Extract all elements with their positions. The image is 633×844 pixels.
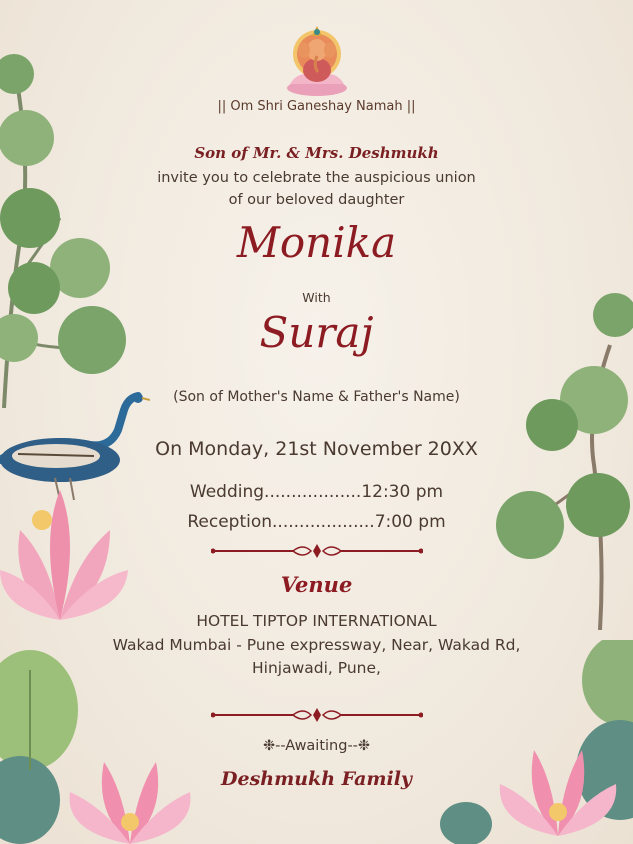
venue-address-line-2: Hinjawadi, Pune, <box>252 659 381 677</box>
invite-line-1: invite you to celebrate the auspicious union <box>157 170 476 186</box>
ganesha-icon <box>284 20 350 98</box>
groom-parents: (Son of Mother's Name & Father's Name) <box>173 389 460 405</box>
awaiting-text: ❉--Awaiting--❉ <box>262 738 371 754</box>
venue-address-line-1: Wakad Mumbai - Pune expressway, Near, Wakad Rd, <box>112 636 521 654</box>
with-text: With <box>302 290 331 305</box>
ornamental-divider-icon <box>211 541 423 561</box>
family-name: Deshmukh Family <box>221 768 412 790</box>
host-line: Son of Mr. & Mrs. Deshmukh <box>194 144 439 162</box>
lotus-icon <box>64 752 196 844</box>
date-line: On Monday, 21st November 20XX <box>155 438 478 460</box>
schedule-reception: Reception...................7:00 pm <box>187 512 446 532</box>
lotus-icon <box>0 480 130 630</box>
venue-name: HOTEL TIPTOP INTERNATIONAL <box>196 612 437 630</box>
bride-name: Monika <box>236 218 397 267</box>
lotus-leaf-icon <box>436 790 496 844</box>
ornamental-divider-icon <box>211 705 423 725</box>
invocation-text: || Om Shri Ganeshay Namah || <box>217 99 416 114</box>
groom-name: Suraj <box>259 308 374 357</box>
schedule-wedding: Wedding..................12:30 pm <box>189 482 444 502</box>
venue-title: Venue <box>280 572 353 597</box>
invite-line-2: of our beloved daughter <box>228 192 405 208</box>
